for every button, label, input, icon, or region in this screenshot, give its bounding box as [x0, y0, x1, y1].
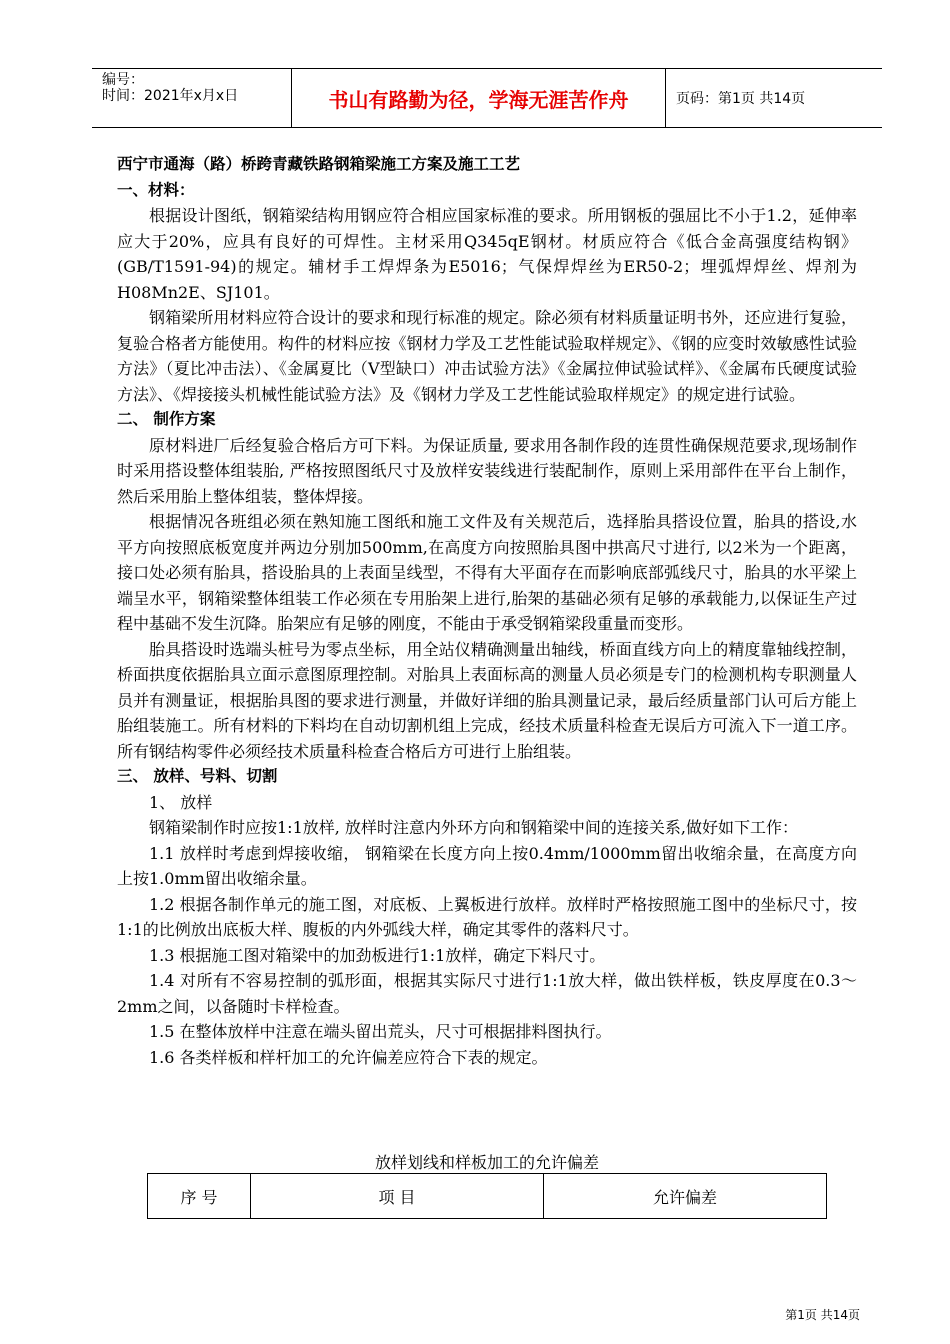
- code-label: 编号：: [102, 72, 144, 88]
- table-header-cell: 项 目: [251, 1174, 544, 1219]
- table-header-cell: 允许偏差: [544, 1174, 827, 1219]
- section-3-item-1-1: 1.1 放样时考虑到焊接收缩， 钢箱梁在长度方向上按0.4mm/1000mm留出收缩余量，在高度方向上按1.0mm留出收缩余量。: [117, 843, 857, 888]
- section-3-item-1-4: 1.4 对所有不容易控制的弧形面，根据其实际尺寸进行1:1放大样，做出铁样板，铁皮厚度在0.3～2mm之间，以备随时卡样检查。: [117, 971, 857, 1016]
- section-2-paragraph-2: 根据情况各班组必须在熟知施工图纸和施工文件及有关规范后，选择胎具搭设位置，胎具的搭设,水平方向按照底板宽度并两边分别加500mm,在高度方向按照胎具图中拱高尺寸进行, 以2米为一个距离，接口处必须有胎具，搭设胎具的上表面呈线型，不得有大平面存在而影响底部弧线尺寸，胎具的水平梁上端呈水平，钢箱梁整体组装工作必须在专用胎架上进行,胎架的基础必须有足够的承载能力,以保证生产过程中基础不发生沉降。胎架应有足够的刚度，不能由于承受钢箱梁段重量而变形。: [117, 512, 857, 633]
- section-1-paragraph-1: 根据设计图纸，钢箱梁结构用钢应符合相应国家标准的要求。所用钢板的强屈比不小于1.2，延伸率应大于20%，应具有良好的可焊性。主材采用Q345qE钢材。材质应符合《低合金高强度结构钢》(GB/T1591-94)的规定。辅材手工焊焊条为E5016；气保焊焊丝为ER50-2；埋弧焊焊丝、焊剂为H08Mn2E、SJ101。: [117, 206, 857, 302]
- section-1-heading: 一、材料：: [117, 180, 195, 199]
- document-body: [117, 152, 857, 1070]
- section-3-paragraph-1: 钢箱梁制作时应按1:1放样, 放样时注意内外环方向和钢箱梁中间的连接关系,做好如下工作：: [149, 818, 799, 837]
- header-meta: [92, 69, 292, 127]
- page-header: [92, 68, 882, 128]
- table-header-row: [148, 1174, 827, 1219]
- section-1-paragraph-2: 钢箱梁所用材料应符合设计的要求和现行标准的规定。除必须有材料质量证明书外，还应进行复验，复验合格者方能使用。构件的材料应按《钢材力学及工艺性能试验取样规定》、《钢的应变时效敏感性试验方法》（夏比冲击法）、《金属夏比（V型缺口）冲击试验方法》《金属拉伸试验试样》、《金属布氏硬度试验方法》、《焊接接头机械性能试验方法》及《钢材力学及工艺性能试验取样规定》的规定进行试验。: [117, 308, 857, 404]
- section-2-paragraph-3: 胎具搭设时选端头桩号为零点坐标，用全站仪精确测量出轴线，桥面直线方向上的精度靠轴线控制，桥面拱度依据胎具立面示意图原理控制。对胎具上表面标高的测量人员必须是专门的检测机构专职测量人员并有测量证，根据胎具图的要求进行测量，并做好详细的胎具测量记录，最后经质量部门认可后方能上胎组装施工。所有材料的下料均在自动切割机组上完成，经技术质量科检查无误后方可流入下一道工序。所有钢结构零件必须经技术质量科检查合格后方可进行上胎组装。: [117, 639, 857, 761]
- tolerance-table: [147, 1173, 827, 1219]
- section-3-heading: 三、 放样、号料、切割: [117, 767, 278, 785]
- section-3-subheading: 1、 放样: [149, 792, 213, 812]
- section-3-item-1-2: 1.2 根据各制作单元的施工图，对底板、上翼板进行放样。放样时严格按照施工图中的坐标尺寸，按1:1的比例放出底板大样、腹板的内外弧线大样，确定其零件的落料尺寸。: [117, 894, 857, 939]
- time-label: 时间：2021年x月x日: [102, 88, 239, 104]
- document-title: 西宁市通海（路）桥跨青藏铁路钢箱梁施工方案及施工工艺: [117, 155, 521, 173]
- header-page-info: 页码：第1页 共14页: [676, 91, 806, 107]
- header-motto: 书山有路勤为径，学海无涯苦作舟: [292, 69, 666, 127]
- section-3-item-1-6: 1.6 各类样板和样杆加工的允许偏差应符合下表的规定。: [149, 1047, 548, 1067]
- section-3-item-1-5: 1.5 在整体放样中注意在端头留出荒头，尺寸可根据排料图执行。: [149, 1022, 612, 1041]
- section-3-item-1-3: 1.3 根据施工图对箱梁中的加劲板进行1:1放样，确定下料尺寸。: [149, 945, 606, 965]
- section-2-heading: 二、 制作方案: [117, 410, 216, 428]
- section-2-paragraph-1: 原材料进厂后经复验合格后方可下料。为保证质量, 要求用各制作段的连贯性确保规范要求,现场制作时采用搭设整体组装胎, 严格按照图纸尺寸及放样安装线进行装配制作，原则上采用部件在平台上制作，然后采用胎上整体组装，整体焊接。: [117, 435, 857, 506]
- page-footer: 第1页 共14页: [785, 1308, 860, 1322]
- table-caption: 放样划线和样板加工的允许偏差: [374, 1153, 599, 1172]
- table-header-cell: 序 号: [148, 1174, 251, 1219]
